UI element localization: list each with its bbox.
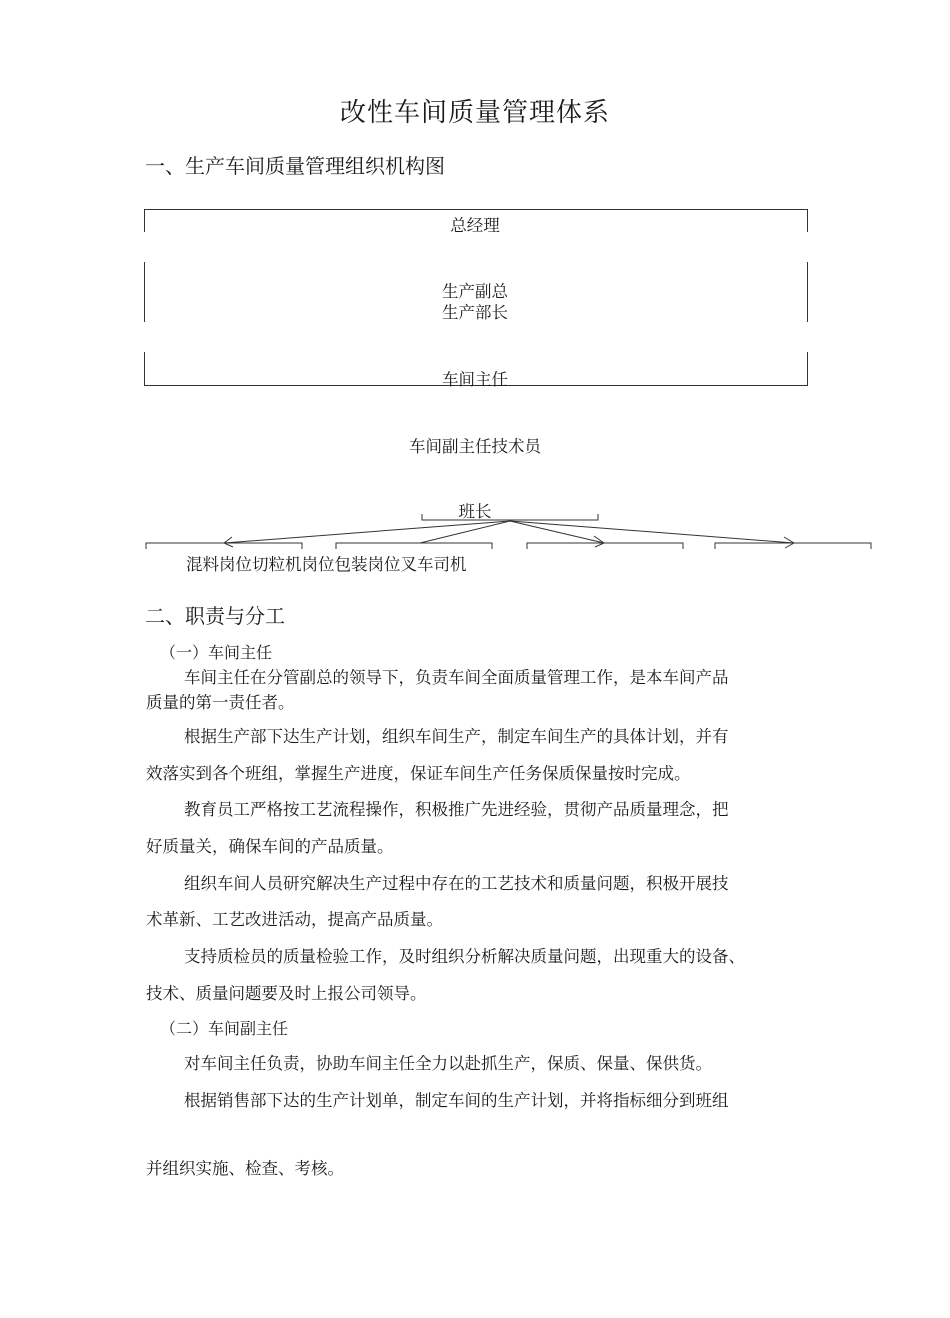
bracket-3: [527, 543, 683, 549]
paragraph-line: 根据生产部下达生产计划，组织车间生产，制定车间生产的具体计划，并有: [184, 727, 729, 746]
paragraph-line: 好质量关，确保车间的产品质量。: [146, 837, 394, 856]
paragraph-line: 术革新、工艺改进活动，提高产品质量。: [146, 910, 443, 929]
document-title: 改性车间质量管理体系: [339, 98, 610, 128]
paragraph-line: 车间主任在分管副总的领导下，负责车间全面质量管理工作，是本车间产品: [184, 668, 729, 687]
subheading-workshop-director: （一）车间主任: [160, 643, 273, 662]
org-node-deputy-technician: 车间副主任技术员: [409, 437, 541, 456]
paragraph-line: 效落实到各个班组，掌握生产进度，保证车间生产任务保质保量按时完成。: [146, 764, 691, 783]
org-node-team-leader: 班长: [458, 502, 492, 521]
paragraph-line: 教育员工严格按工艺流程操作，积极推广先进经验，贯彻产品质量理念，把: [184, 800, 729, 819]
bracket-1: [146, 543, 302, 549]
bracket-2: [336, 543, 492, 549]
org-node-production-vp: 生产副总: [442, 282, 508, 301]
org-node-production-head: 生产部长: [442, 303, 508, 322]
section-heading-org-chart: 一、生产车间质量管理组织机构图: [145, 154, 445, 178]
subheading-deputy-director: （二）车间副主任: [160, 1019, 289, 1038]
paragraph-line: 并组织实施、检查、考核。: [146, 1159, 344, 1178]
paragraph-line: 支持质检员的质量检验工作，及时组织分析解决质量问题，出现重大的设备、: [184, 947, 745, 966]
paragraph-line: 技术、质量问题要及时上报公司领导。: [146, 984, 427, 1003]
org-node-positions: 混料岗位切粒机岗位包装岗位叉车司机: [186, 555, 467, 574]
section-heading-duties: 二、职责与分工: [145, 604, 285, 628]
paragraph-line: 质量的第一责任者。: [146, 693, 295, 712]
org-node-general-manager: 总经理: [450, 216, 500, 235]
org-node-workshop-director: 车间主任: [442, 370, 508, 389]
arrow-to-forklift: [510, 521, 794, 543]
paragraph-line: 组织车间人员研究解决生产过程中存在的工艺技术和质量问题，积极开展技: [184, 874, 729, 893]
paragraph-line: 对车间主任负责，协助车间主任全力以赴抓生产，保质、保量、保供货。: [184, 1054, 712, 1073]
paragraph-line: 根据销售部下达的生产计划单，制定车间的生产计划，并将指标细分到班组: [184, 1091, 729, 1110]
